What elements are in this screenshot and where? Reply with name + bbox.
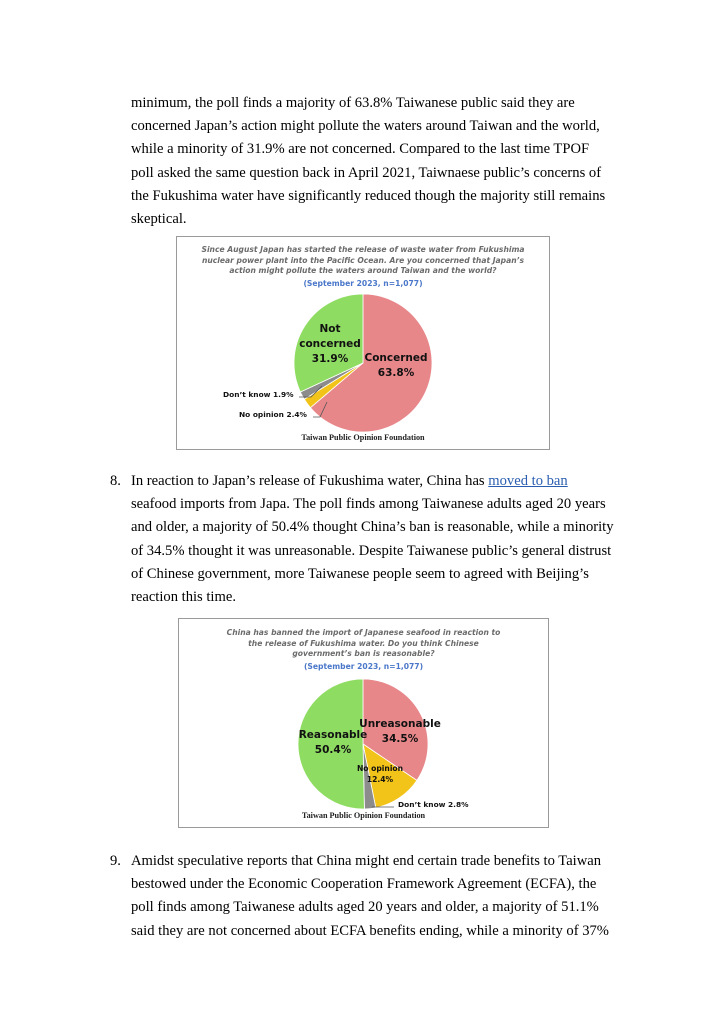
pie-chart: [177, 237, 549, 449]
list-number: 8.: [110, 473, 121, 489]
callout-label: Don’t know 2.8%: [398, 800, 469, 809]
slice-value: 50.4%: [314, 744, 352, 756]
intro-paragraph: [131, 92, 631, 231]
text-line: while a minority of 31.9% are not concerned. Compared to the last time TPOF: [131, 141, 590, 158]
chart-source: Taiwan Public Opinion Foundation: [301, 811, 426, 820]
chart-title-line: government’s ban is reasonable?: [292, 649, 435, 659]
slice-value: 12.4%: [366, 775, 394, 784]
callout-label: No opinion 2.4%: [239, 410, 307, 419]
chart-title-line: China has banned the import of Japanese seafood in reaction to: [226, 628, 501, 637]
slice-label: Concerned: [364, 352, 428, 364]
chart-title-line: action might pollute the waters around Taiwan and the world?: [229, 266, 497, 276]
slice-label: concerned: [299, 338, 361, 350]
slice-label: No opinion: [356, 764, 404, 773]
chart-title-line: Since August Japan has started the release of waste water from Fukushima: [201, 245, 525, 254]
text-span: In reaction to Japan’s release of Fukushima water, China has: [131, 473, 489, 489]
chart-seafood-ban: [178, 618, 549, 828]
item8-paragraph: [131, 470, 631, 609]
chart-title-line: nuclear power plant into the Pacific Ocean. Are you concerned that Japan’s: [201, 255, 525, 265]
text-line: the Fukushima water have significantly reduced though the majority still remains: [131, 187, 606, 204]
text-line: of 34.5% thought it was unreasonable. Despite Taiwanese public’s general distrust: [131, 542, 612, 559]
chart-source: Taiwan Public Opinion Foundation: [301, 433, 425, 442]
callout-label: Don’t know 1.9%: [223, 390, 294, 399]
text-line: of Chinese government, more Taiwanese people seem to agreed with Beijing’s: [131, 565, 589, 582]
text-line: said they are not concerned about ECFA benefits ending, while a minority of 37%: [131, 922, 609, 939]
chart-subtitle: (September 2023, n=1,077): [303, 279, 423, 288]
list-number: 9.: [110, 853, 121, 869]
chart-title-line: the release of Fukushima water. Do you think Chinese: [248, 638, 479, 648]
chart-subtitle: (September 2023, n=1,077): [303, 662, 424, 671]
text-line: poll asked the same question back in April 2021, Taiwnaese public’s concerns of: [131, 164, 602, 181]
slice-value: 31.9%: [311, 353, 349, 365]
item9-paragraph: [131, 850, 631, 943]
text-line: concerned Japan’s action might pollute the waters around Taiwan and the world,: [131, 118, 600, 135]
slice-label: Unreasonable: [359, 718, 441, 730]
slice-label: Reasonable: [298, 729, 368, 741]
text-line: poll finds among Taiwanese adults aged 20 years and older, a majority of 51.1%: [131, 899, 599, 916]
pie-chart: [179, 619, 548, 827]
text-line: Amidst speculative reports that China might end certain trade benefits to Taiwan: [131, 853, 602, 869]
slice-value: 63.8%: [377, 367, 415, 379]
slice-value: 34.5%: [381, 733, 419, 745]
text-line: reaction this time.: [131, 589, 236, 606]
text-line: seafood imports from Japa. The poll finds among Taiwanese adults aged 20 years: [131, 496, 606, 513]
text-line: skeptical.: [131, 211, 187, 228]
text-line: minimum, the poll finds a majority of 63.8% Taiwanese public said they are: [131, 95, 575, 111]
chart-fukushima-concern: [176, 236, 550, 450]
text-line: bestowed under the Economic Cooperation Framework Agreement (ECFA), the: [131, 876, 597, 893]
moved-to-ban-link[interactable]: moved to ban: [488, 473, 568, 489]
slice-label: Not: [319, 323, 341, 335]
text-line: and older, a majority of 50.4% thought China’s ban is reasonable, while a minority: [131, 519, 614, 536]
text-line: [131, 470, 631, 493]
